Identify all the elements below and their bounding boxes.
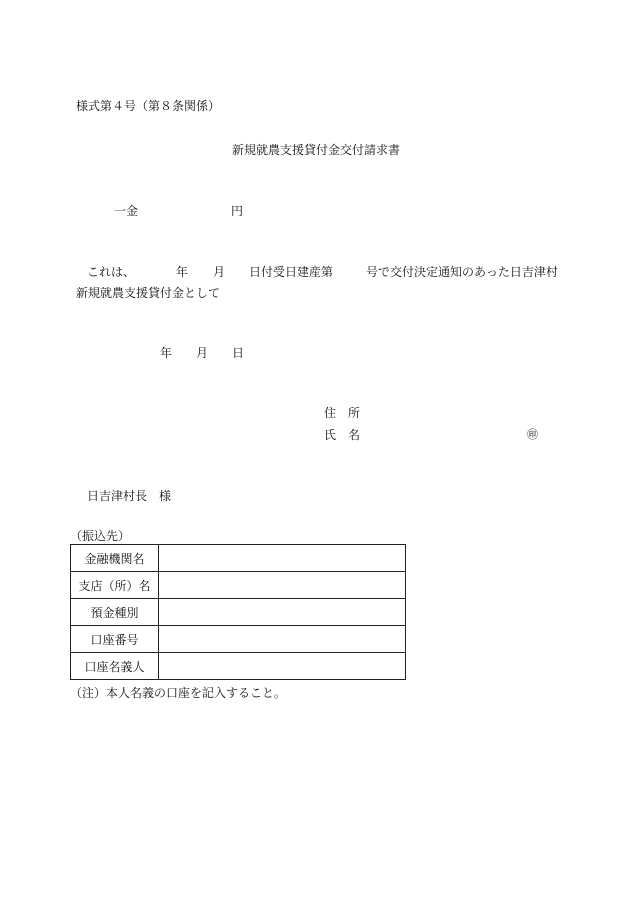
date-year-label: 年 [160,346,173,360]
date-month-label: 月 [196,346,209,360]
body-kore-wa: これは、 [87,265,136,279]
seal-mark: ㊞ [527,428,538,441]
body-year-label: 年 [176,265,189,279]
form-number: 様式第４号（第８条関係） [76,99,221,113]
table-row [71,626,406,653]
branch-name-label: 支店（所）名 [71,572,159,599]
name-label: 氏 名 [324,428,361,442]
account-number-field[interactable] [159,626,406,653]
deposit-type-label: 預金種別 [71,599,159,626]
addressee: 日吉津村長 様 [87,489,172,503]
amount-prefix: 一金 [114,204,139,218]
address-label: 住 所 [324,406,361,420]
body-day-ref: 日付受日建産第 [249,265,334,279]
table-row [71,572,406,599]
document-title: 新規就農支援貸付金交付請求書 [232,143,401,157]
account-number-label: 口座番号 [71,626,159,653]
body-month-label: 月 [213,265,226,279]
body-number-suffix: 号で交付決定通知のあった日吉津村 [366,265,558,279]
table-row [71,545,406,572]
branch-name-field[interactable] [159,572,406,599]
bank-account-table [70,544,406,680]
deposit-type-field[interactable] [159,599,406,626]
account-holder-label: 口座名義人 [71,653,159,680]
amount-unit: 円 [231,204,244,218]
footnote: （注）本人名義の口座を記入すること。 [70,686,287,700]
bank-name-field[interactable] [159,545,406,572]
table-row [71,599,406,626]
transfer-heading: （振込先） [70,529,131,543]
bank-name-label: 金融機関名 [71,545,159,572]
date-day-label: 日 [232,346,245,360]
body-line-2: 新規就農支援貸付金として [76,286,221,300]
account-holder-field[interactable] [159,653,406,680]
table-row [71,653,406,680]
